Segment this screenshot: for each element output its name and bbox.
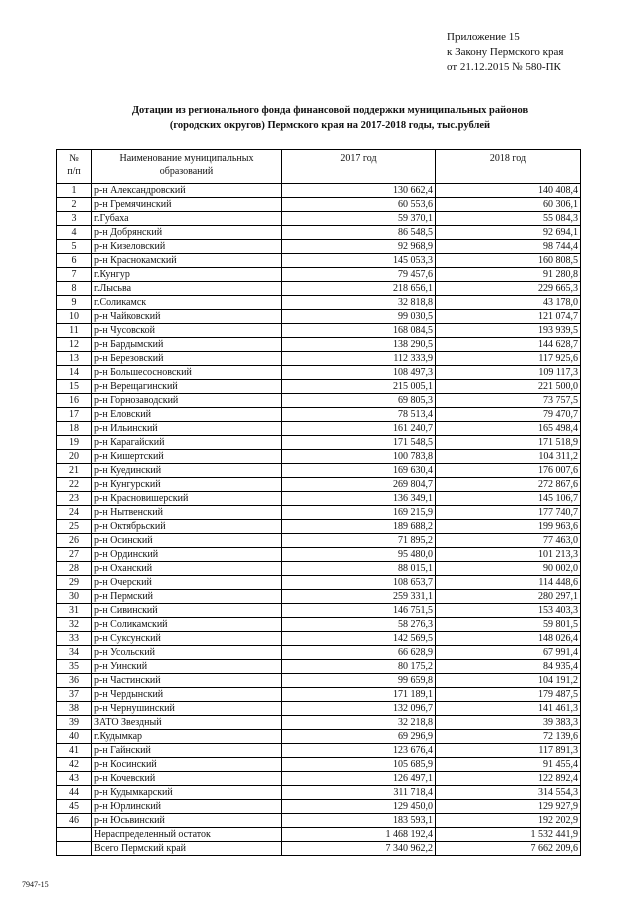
row-number: 10 (57, 310, 92, 324)
row-name: г.Кудымкар (92, 730, 282, 744)
row-value-2017: 215 005,1 (282, 380, 436, 394)
row-name: р-н Уинский (92, 660, 282, 674)
row-name: р-н Чайковский (92, 310, 282, 324)
row-number: 36 (57, 674, 92, 688)
row-name: р-н Бардымский (92, 338, 282, 352)
row-number: 5 (57, 240, 92, 254)
row-value-2018: 43 178,0 (436, 296, 581, 310)
row-value-2018: 122 892,4 (436, 772, 581, 786)
header-name (92, 150, 282, 184)
row-name: Всего Пермский край (92, 842, 282, 856)
row-number: 35 (57, 660, 92, 674)
row-value-2018: 148 026,4 (436, 632, 581, 646)
row-value-2018: 72 139,6 (436, 730, 581, 744)
row-value-2018: 165 498,4 (436, 422, 581, 436)
header-number-line-1: № (69, 153, 79, 164)
row-number: 19 (57, 436, 92, 450)
row-value-2018: 121 074,7 (436, 310, 581, 324)
row-name: г.Лысьва (92, 282, 282, 296)
row-number: 6 (57, 254, 92, 268)
row-value-2018: 145 106,7 (436, 492, 581, 506)
row-name: р-н Кочевский (92, 772, 282, 786)
table-row (57, 534, 581, 548)
row-name: р-н Усольский (92, 646, 282, 660)
row-value-2018: 7 662 209,6 (436, 842, 581, 856)
row-name: р-н Чердынский (92, 688, 282, 702)
row-value-2017: 69 296,9 (282, 730, 436, 744)
row-name: р-н Суксунский (92, 632, 282, 646)
table-row (57, 590, 581, 604)
row-value-2018: 144 628,7 (436, 338, 581, 352)
row-name: р-н Краснокамский (92, 254, 282, 268)
row-value-2018: 60 306,1 (436, 198, 581, 212)
table-row (57, 702, 581, 716)
table-row (57, 758, 581, 772)
title-line-1: Дотации из регионального фонда финансовой поддержки муниципальных районов (131, 105, 529, 116)
row-number: 15 (57, 380, 92, 394)
row-value-2018: 101 213,3 (436, 548, 581, 562)
header-2017: 2017 год (282, 150, 436, 184)
table-row (57, 772, 581, 786)
row-name: р-н Ординский (92, 548, 282, 562)
table-row (57, 366, 581, 380)
table-row (57, 394, 581, 408)
appendix-line-3: от 21.12.2015 № 580-ПК (447, 61, 561, 73)
row-value-2018: 179 487,5 (436, 688, 581, 702)
row-value-2017: 95 480,0 (282, 548, 436, 562)
table-row (57, 282, 581, 296)
row-name: р-н Очерский (92, 576, 282, 590)
row-value-2017: 78 513,4 (282, 408, 436, 422)
row-value-2018: 39 383,3 (436, 716, 581, 730)
row-name: р-н Ильинский (92, 422, 282, 436)
row-name: р-н Оханский (92, 562, 282, 576)
row-name: ЗАТО Звездный (92, 716, 282, 730)
row-value-2017: 311 718,4 (282, 786, 436, 800)
row-value-2017: 58 276,3 (282, 618, 436, 632)
row-value-2018: 117 891,3 (436, 744, 581, 758)
row-value-2018: 221 500,0 (436, 380, 581, 394)
row-value-2018: 98 744,4 (436, 240, 581, 254)
row-number: 42 (57, 758, 92, 772)
table-row (57, 422, 581, 436)
row-name: р-н Соликамский (92, 618, 282, 632)
row-name: р-н Осинский (92, 534, 282, 548)
table-row (57, 226, 581, 240)
row-number: 3 (57, 212, 92, 226)
table-row (57, 268, 581, 282)
row-number: 27 (57, 548, 92, 562)
row-number (57, 842, 92, 856)
table-row (57, 464, 581, 478)
row-value-2018: 73 757,5 (436, 394, 581, 408)
row-number: 26 (57, 534, 92, 548)
row-value-2018: 314 554,3 (436, 786, 581, 800)
row-value-2017: 92 968,9 (282, 240, 436, 254)
row-value-2017: 130 662,4 (282, 184, 436, 198)
appendix-note (447, 30, 627, 75)
document-title (60, 103, 600, 133)
row-value-2017: 123 676,4 (282, 744, 436, 758)
row-value-2018: 91 280,8 (436, 268, 581, 282)
table-row (57, 492, 581, 506)
row-name: р-н Гайнский (92, 744, 282, 758)
table-row (57, 632, 581, 646)
row-name: р-н Пермский (92, 590, 282, 604)
row-name: р-н Карагайский (92, 436, 282, 450)
row-number: 18 (57, 422, 92, 436)
row-value-2017: 169 630,4 (282, 464, 436, 478)
document-code: 7947-15 (22, 880, 49, 889)
row-name: р-н Чернушинский (92, 702, 282, 716)
row-value-2017: 66 628,9 (282, 646, 436, 660)
row-value-2017: 80 175,2 (282, 660, 436, 674)
table-row (57, 450, 581, 464)
row-value-2018: 141 461,3 (436, 702, 581, 716)
row-number: 28 (57, 562, 92, 576)
row-value-2018: 114 448,6 (436, 576, 581, 590)
table-row (57, 604, 581, 618)
row-number: 24 (57, 506, 92, 520)
row-number: 43 (57, 772, 92, 786)
row-number: 2 (57, 198, 92, 212)
row-value-2017: 100 783,8 (282, 450, 436, 464)
table-row (57, 674, 581, 688)
row-name: р-н Красновишерский (92, 492, 282, 506)
row-number: 22 (57, 478, 92, 492)
header-name-line-1: Наименование муниципальных (119, 153, 254, 164)
row-name: р-н Частинский (92, 674, 282, 688)
row-name: р-н Добрянский (92, 226, 282, 240)
row-value-2017: 105 685,9 (282, 758, 436, 772)
row-value-2017: 59 370,1 (282, 212, 436, 226)
table-row (57, 548, 581, 562)
row-value-2017: 60 553,6 (282, 198, 436, 212)
row-name: р-н Юсьвинский (92, 814, 282, 828)
row-value-2017: 136 349,1 (282, 492, 436, 506)
table-row (57, 478, 581, 492)
table-row (57, 212, 581, 226)
row-name: р-н Сивинский (92, 604, 282, 618)
row-number: 23 (57, 492, 92, 506)
row-number: 46 (57, 814, 92, 828)
row-number: 4 (57, 226, 92, 240)
row-value-2018: 199 963,6 (436, 520, 581, 534)
table-row (57, 786, 581, 800)
row-number: 11 (57, 324, 92, 338)
row-value-2017: 79 457,6 (282, 268, 436, 282)
row-number: 12 (57, 338, 92, 352)
row-number: 1 (57, 184, 92, 198)
row-value-2017: 259 331,1 (282, 590, 436, 604)
row-value-2018: 192 202,9 (436, 814, 581, 828)
table-body (57, 184, 581, 856)
row-number: 38 (57, 702, 92, 716)
row-number: 30 (57, 590, 92, 604)
row-value-2018: 77 463,0 (436, 534, 581, 548)
row-value-2017: 142 569,5 (282, 632, 436, 646)
row-value-2017: 132 096,7 (282, 702, 436, 716)
row-name: р-н Кишертский (92, 450, 282, 464)
row-value-2018: 55 084,3 (436, 212, 581, 226)
row-number: 34 (57, 646, 92, 660)
row-value-2017: 183 593,1 (282, 814, 436, 828)
row-value-2017: 129 450,0 (282, 800, 436, 814)
appendix-line-2: к Закону Пермского края (447, 46, 564, 58)
row-value-2017: 269 804,7 (282, 478, 436, 492)
title-line-2: (городских округов) Пермского края на 2017-2018 годы, тыс.рублей (169, 120, 491, 131)
row-value-2018: 177 740,7 (436, 506, 581, 520)
row-name: р-н Гремячинский (92, 198, 282, 212)
row-value-2017: 112 333,9 (282, 352, 436, 366)
subsidy-table (56, 149, 581, 856)
table-row (57, 814, 581, 828)
row-number: 17 (57, 408, 92, 422)
row-value-2017: 171 548,5 (282, 436, 436, 450)
row-value-2018: 59 801,5 (436, 618, 581, 632)
table-row (57, 744, 581, 758)
row-value-2017: 168 084,5 (282, 324, 436, 338)
row-value-2018: 90 002,0 (436, 562, 581, 576)
row-value-2017: 69 805,3 (282, 394, 436, 408)
table-row (57, 380, 581, 394)
row-number: 32 (57, 618, 92, 632)
table-row (57, 646, 581, 660)
row-value-2018: 160 808,5 (436, 254, 581, 268)
header-number (57, 150, 92, 184)
row-name: р-н Александровский (92, 184, 282, 198)
table-row (57, 716, 581, 730)
row-value-2017: 99 659,8 (282, 674, 436, 688)
table-row (57, 338, 581, 352)
row-number: 7 (57, 268, 92, 282)
row-name: р-н Куединский (92, 464, 282, 478)
row-value-2017: 71 895,2 (282, 534, 436, 548)
row-number: 40 (57, 730, 92, 744)
row-name: р-н Верещагинский (92, 380, 282, 394)
row-value-2018: 140 408,4 (436, 184, 581, 198)
row-number: 37 (57, 688, 92, 702)
row-value-2017: 145 053,3 (282, 254, 436, 268)
row-value-2018: 193 939,5 (436, 324, 581, 338)
row-value-2017: 108 653,7 (282, 576, 436, 590)
table-row (57, 688, 581, 702)
row-value-2018: 67 991,4 (436, 646, 581, 660)
row-value-2018: 84 935,4 (436, 660, 581, 674)
row-value-2018: 129 927,9 (436, 800, 581, 814)
row-value-2017: 32 218,8 (282, 716, 436, 730)
table-header-row (57, 150, 581, 184)
row-value-2018: 109 117,3 (436, 366, 581, 380)
row-name: р-н Чусовской (92, 324, 282, 338)
table-row (57, 576, 581, 590)
row-name: г.Губаха (92, 212, 282, 226)
table-row (57, 324, 581, 338)
row-name: р-н Юрлинский (92, 800, 282, 814)
row-value-2017: 32 818,8 (282, 296, 436, 310)
row-value-2017: 218 656,1 (282, 282, 436, 296)
row-value-2018: 104 191,2 (436, 674, 581, 688)
row-value-2017: 1 468 192,4 (282, 828, 436, 842)
table-row (57, 730, 581, 744)
row-name: р-н Октябрьский (92, 520, 282, 534)
row-number: 8 (57, 282, 92, 296)
row-value-2017: 126 497,1 (282, 772, 436, 786)
table-row (57, 660, 581, 674)
row-name: р-н Кудымкарский (92, 786, 282, 800)
row-value-2018: 280 297,1 (436, 590, 581, 604)
row-name: р-н Еловский (92, 408, 282, 422)
row-value-2017: 86 548,5 (282, 226, 436, 240)
appendix-line-1: Приложение 15 (447, 31, 520, 43)
table-row (57, 436, 581, 450)
row-value-2017: 99 030,5 (282, 310, 436, 324)
table-row (57, 562, 581, 576)
row-number: 39 (57, 716, 92, 730)
row-value-2018: 117 925,6 (436, 352, 581, 366)
row-value-2018: 91 455,4 (436, 758, 581, 772)
row-number: 31 (57, 604, 92, 618)
row-number: 45 (57, 800, 92, 814)
table-row (57, 352, 581, 366)
row-name: г.Соликамск (92, 296, 282, 310)
row-number: 16 (57, 394, 92, 408)
row-name: р-н Нытвенский (92, 506, 282, 520)
row-name: Нераспределенный остаток (92, 828, 282, 842)
row-name: р-н Кизеловский (92, 240, 282, 254)
row-value-2017: 189 688,2 (282, 520, 436, 534)
row-value-2018: 272 867,6 (436, 478, 581, 492)
row-value-2018: 176 007,6 (436, 464, 581, 478)
row-value-2017: 146 751,5 (282, 604, 436, 618)
row-number: 14 (57, 366, 92, 380)
row-name: р-н Большесосновский (92, 366, 282, 380)
row-name: р-н Березовский (92, 352, 282, 366)
row-name: р-н Косинский (92, 758, 282, 772)
row-number: 41 (57, 744, 92, 758)
table-row (57, 618, 581, 632)
header-name-line-2: образований (159, 166, 214, 177)
table-row (57, 408, 581, 422)
row-value-2017: 108 497,3 (282, 366, 436, 380)
row-number (57, 828, 92, 842)
row-value-2018: 104 311,2 (436, 450, 581, 464)
row-number: 20 (57, 450, 92, 464)
row-value-2018: 92 694,1 (436, 226, 581, 240)
table-row (57, 296, 581, 310)
row-value-2017: 138 290,5 (282, 338, 436, 352)
row-value-2018: 153 403,3 (436, 604, 581, 618)
row-value-2018: 1 532 441,9 (436, 828, 581, 842)
row-name: р-н Горнозаводский (92, 394, 282, 408)
row-value-2018: 171 518,9 (436, 436, 581, 450)
table-row (57, 310, 581, 324)
header-2018: 2018 год (436, 150, 581, 184)
table-row (57, 842, 581, 856)
row-value-2018: 229 665,3 (436, 282, 581, 296)
table-row (57, 800, 581, 814)
row-number: 33 (57, 632, 92, 646)
row-number: 25 (57, 520, 92, 534)
row-value-2017: 169 215,9 (282, 506, 436, 520)
table-row (57, 240, 581, 254)
table-row (57, 184, 581, 198)
row-value-2017: 161 240,7 (282, 422, 436, 436)
header-number-line-2: п/п (67, 166, 81, 177)
row-number: 44 (57, 786, 92, 800)
row-number: 9 (57, 296, 92, 310)
table-row (57, 198, 581, 212)
table-row (57, 254, 581, 268)
row-number: 29 (57, 576, 92, 590)
table-row (57, 506, 581, 520)
row-value-2018: 79 470,7 (436, 408, 581, 422)
row-value-2017: 171 189,1 (282, 688, 436, 702)
row-value-2017: 7 340 962,2 (282, 842, 436, 856)
row-name: р-н Кунгурский (92, 478, 282, 492)
table-row (57, 828, 581, 842)
table-row (57, 520, 581, 534)
row-value-2017: 88 015,1 (282, 562, 436, 576)
row-name: г.Кунгур (92, 268, 282, 282)
row-number: 21 (57, 464, 92, 478)
row-number: 13 (57, 352, 92, 366)
